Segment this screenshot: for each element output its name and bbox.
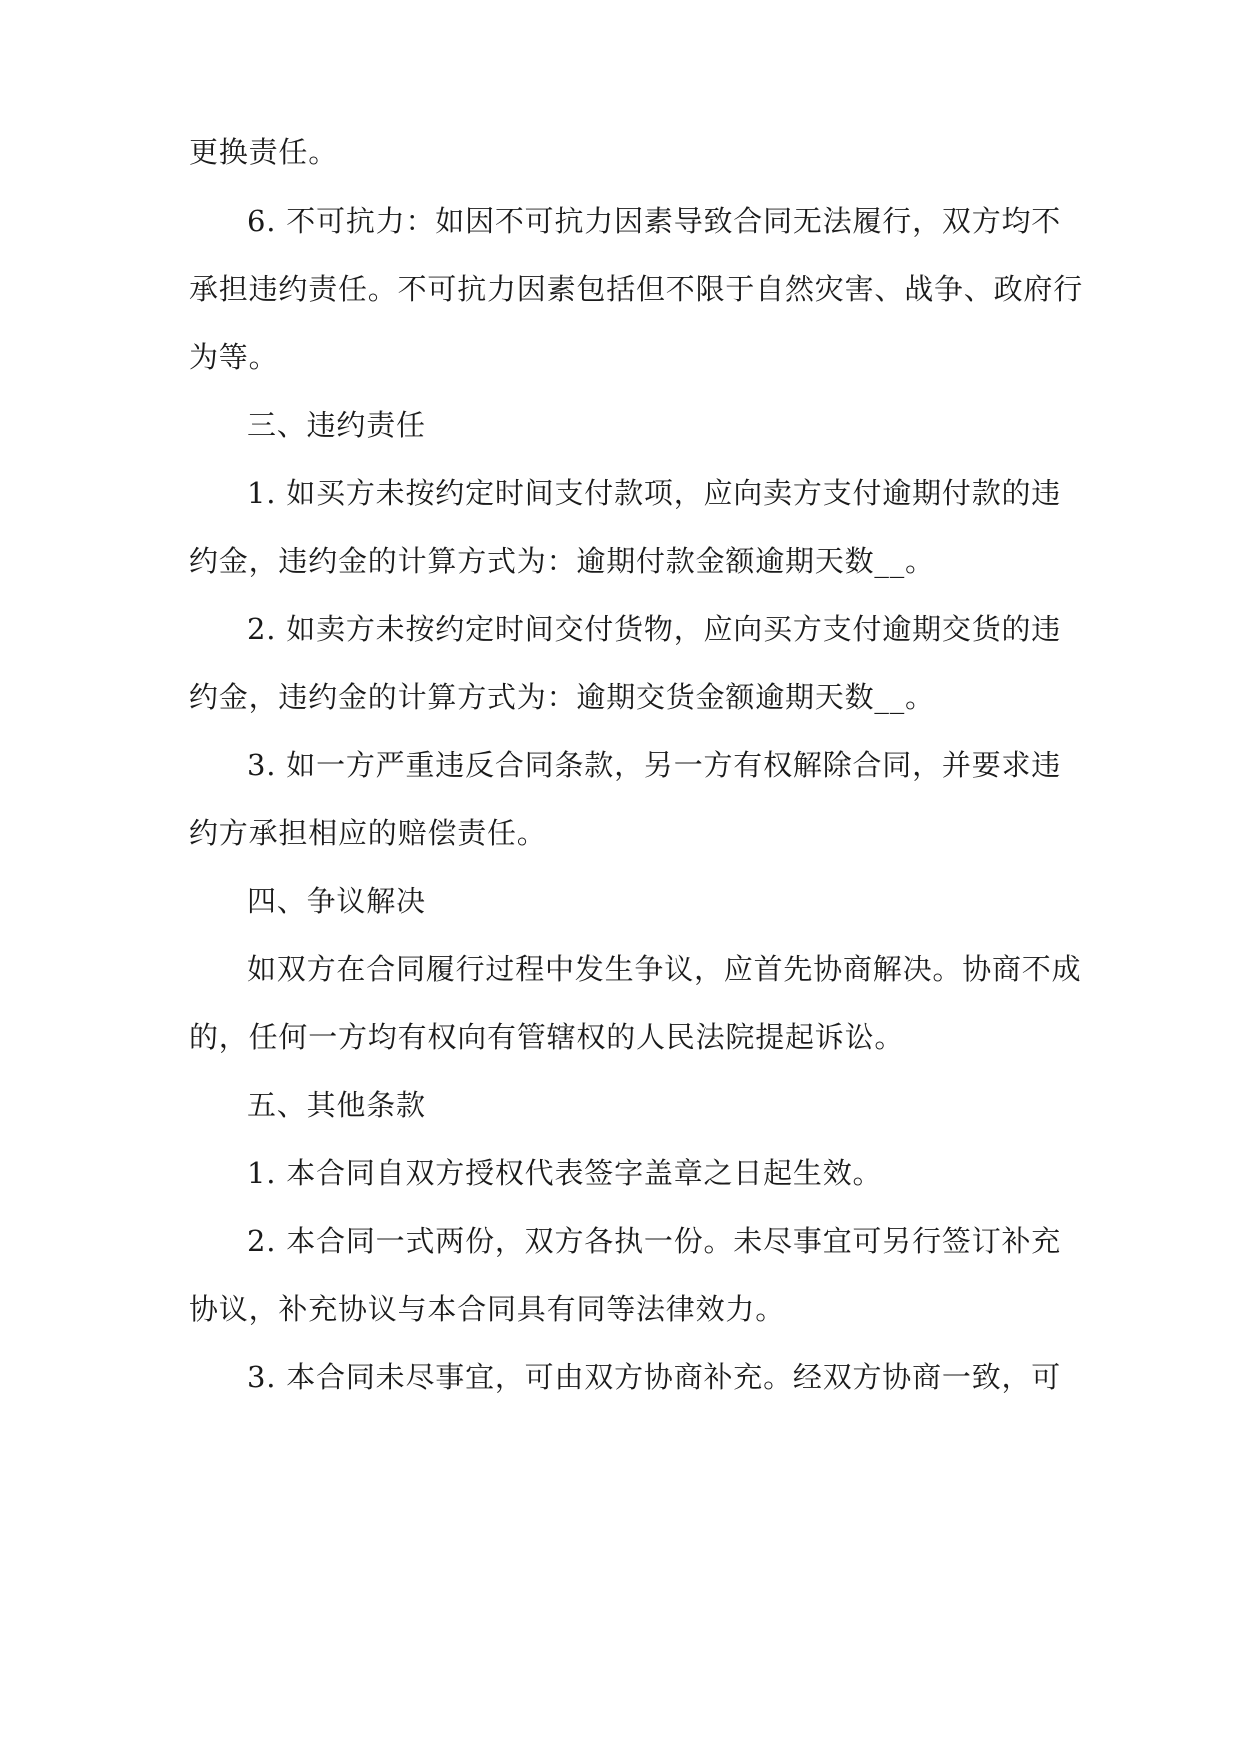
- text-line: 3. 本合同未尽事宜，可由双方协商补充。经双方协商一致，可: [247, 1360, 1062, 1394]
- text-line: 为等。: [189, 340, 279, 374]
- text-line: 的，任何一方均有权向有管辖权的人民法院提起诉讼。: [189, 1020, 905, 1054]
- text-line: 约方承担相应的赔偿责任。: [189, 816, 547, 850]
- text-line: 如双方在合同履行过程中发生争议，应首先协商解决。协商不成: [247, 952, 1082, 986]
- text-line: 3. 如一方严重违反合同条款，另一方有权解除合同，并要求违: [247, 748, 1062, 782]
- text-line: 约金，违约金的计算方式为：逾期交货金额逾期天数__。: [189, 680, 935, 714]
- text-line: 1. 本合同自双方授权代表签字盖章之日起生效。: [247, 1156, 883, 1190]
- text-line: 协议，补充协议与本合同具有同等法律效力。: [189, 1292, 786, 1326]
- section-heading: 四、争议解决: [247, 884, 426, 918]
- text-line: 1. 如买方未按约定时间支付款项，应向卖方支付逾期付款的违: [247, 476, 1062, 510]
- section-heading: 五、其他条款: [247, 1088, 426, 1122]
- text-line: 承担违约责任。不可抗力因素包括但不限于自然灾害、战争、政府行: [189, 272, 1084, 306]
- section-heading: 三、违约责任: [247, 408, 426, 442]
- text-line: 2. 如卖方未按约定时间交付货物，应向买方支付逾期交货的违: [247, 612, 1062, 646]
- text-line: 2. 本合同一式两份，双方各执一份。未尽事宜可另行签订补充: [247, 1224, 1062, 1258]
- text-line: 约金，违约金的计算方式为：逾期付款金额逾期天数__。: [189, 544, 935, 578]
- text-line: 更换责任。: [189, 135, 339, 169]
- text-line: 6. 不可抗力：如因不可抗力因素导致合同无法履行，双方均不: [247, 204, 1062, 238]
